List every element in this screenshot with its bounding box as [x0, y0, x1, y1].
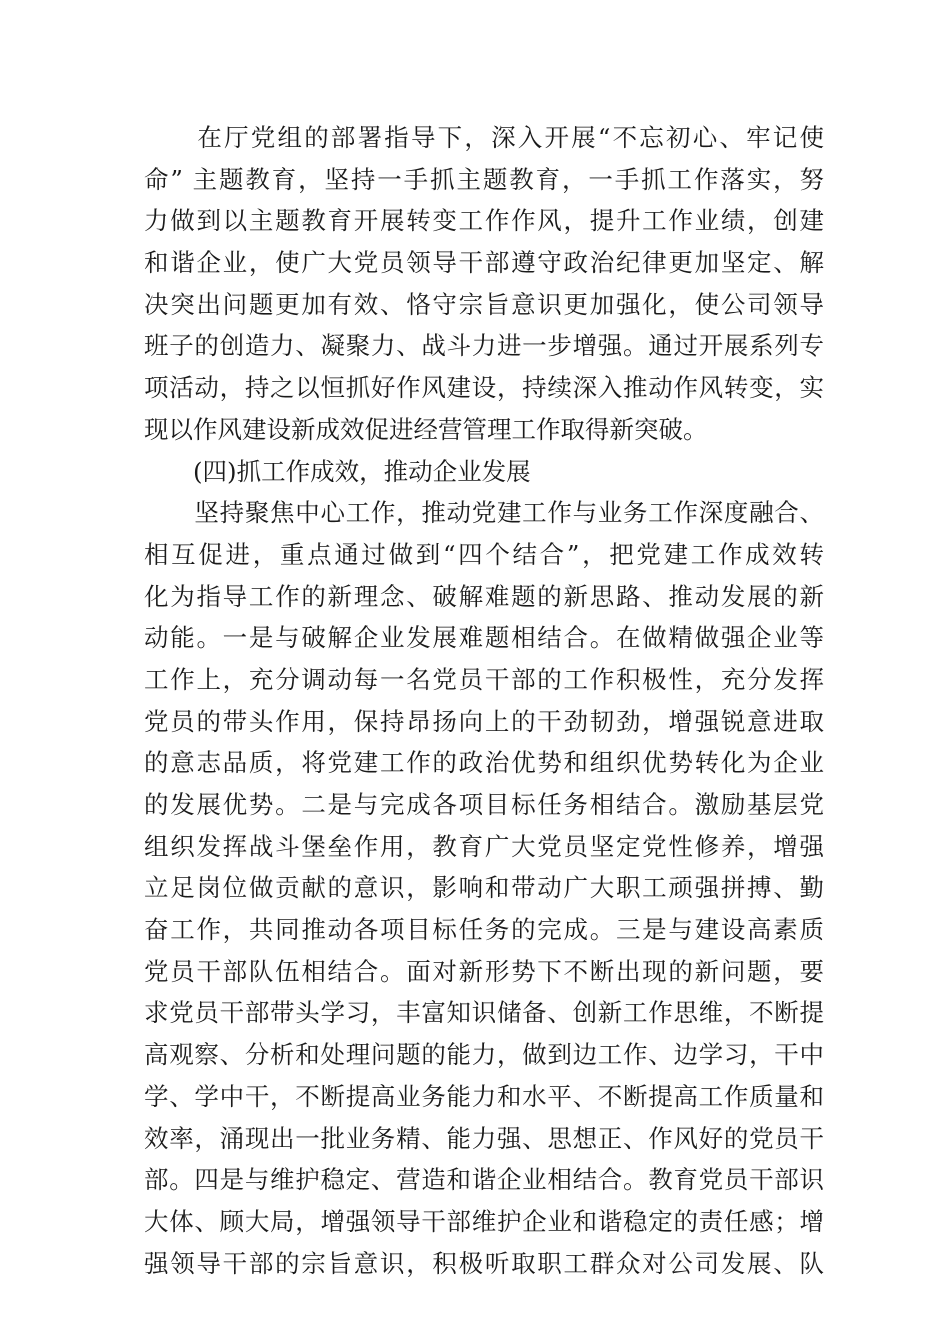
- text-line: 的发展优势。二是与完成各项目标任务相结合。激励基层党: [144, 790, 824, 819]
- text-line: 立足岗位做贡献的意识，影响和带动广大职工顽强拼搏、勤: [144, 873, 824, 903]
- text-line: 决突出问题更加有效、恪守宗旨意识更加强化，使公司领导: [144, 289, 824, 319]
- text-line: 班子的创造力、凝聚力、战斗力进一步增强。通过开展系列专: [144, 331, 824, 361]
- text-line: 部。四是与维护稳定、营造和谐企业相结合。教育党员干部识: [144, 1165, 824, 1195]
- text-line: 在厅党组的部署指导下，深入开展“不忘初心、牢记使: [144, 123, 824, 152]
- section-heading: (四)抓工作成效，推动企业发展: [144, 456, 531, 486]
- text-line: 党员的带头作用，保持昂扬向上的干劲韧劲，增强锐意进取: [144, 706, 824, 736]
- text-line: 大体、顾大局，增强领导干部维护企业和谐稳定的责任感；增: [144, 1206, 824, 1236]
- text-line: 项活动，持之以恒抓好作风建设，持续深入推动作风转变，实: [144, 373, 824, 403]
- text-line: 效率，涌现出一批业务精、能力强、思想正、作风好的党员干: [144, 1123, 824, 1153]
- text-line: 的意志品质，将党建工作的政治优势和组织优势转化为企业: [144, 748, 824, 778]
- text-line: 力做到以主题教育开展转变工作作风，提升工作业绩，创建: [144, 206, 824, 236]
- text-line: 组织发挥战斗堡垒作用，教育广大党员坚定党性修养，增强: [144, 831, 824, 861]
- text-line: 动能。一是与破解企业发展难题相结合。在做精做强企业等: [144, 623, 824, 653]
- document-body: [144, 117, 824, 1284]
- text-line: 命” 主题教育，坚持一手抓主题教育，一手抓工作落实，努: [144, 164, 824, 194]
- text-line: 学、学中干，不断提高业务能力和水平、不断提高工作质量和: [144, 1081, 824, 1111]
- text-line: 化为指导工作的新理念、破解难题的新思路、推动发展的新: [144, 581, 824, 611]
- text-line: 坚持聚焦中心工作，推动党建工作与业务工作深度融合、: [144, 498, 824, 528]
- text-line: 工作上，充分调动每一名党员干部的工作积极性，充分发挥: [144, 664, 824, 694]
- text-line: 和谐企业，使广大党员领导干部遵守政治纪律更加坚定、解: [144, 248, 824, 278]
- text-line: 高观察、分析和处理问题的能力，做到边工作、边学习，干中: [144, 1040, 824, 1070]
- text-line: 现以作风建设新成效促进经营管理工作取得新突破。: [144, 414, 708, 444]
- text-line: 奋工作，共同推动各项目标任务的完成。三是与建设高素质: [144, 915, 824, 945]
- text-line: 强领导干部的宗旨意识，积极听取职工群众对公司发展、队: [144, 1248, 824, 1278]
- text-line: 求党员干部带头学习，丰富知识储备、创新工作思维，不断提: [144, 998, 824, 1028]
- text-line: 党员干部队伍相结合。面对新形势下不断出现的新问题，要: [144, 956, 824, 986]
- text-line: 相互促进，重点通过做到“四个结合”，把党建工作成效转: [144, 539, 824, 569]
